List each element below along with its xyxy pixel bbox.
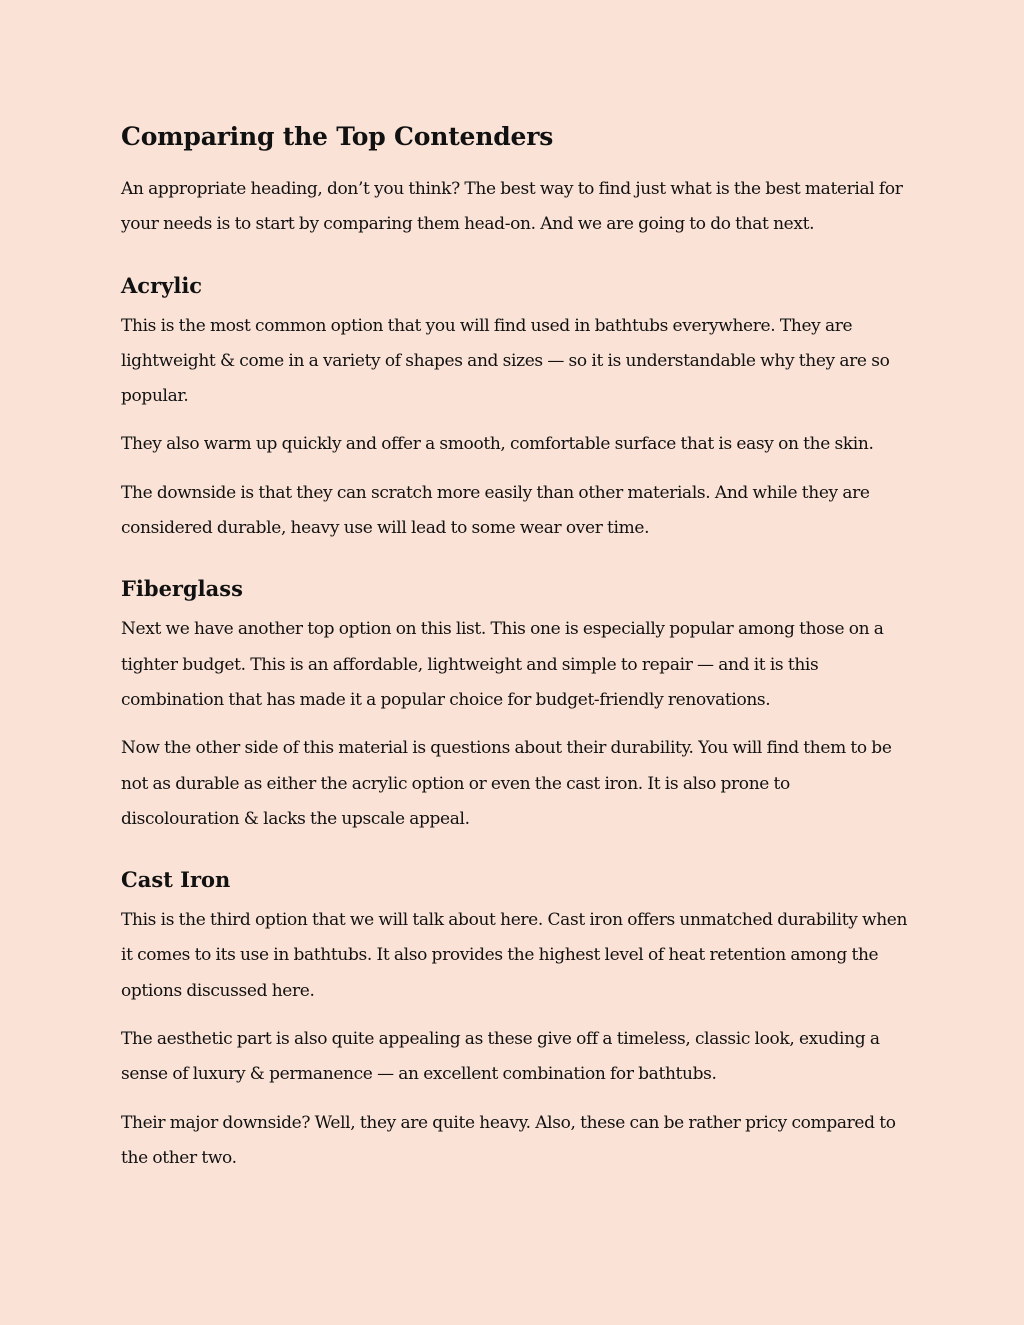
page-title: Comparing the Top Contenders bbox=[121, 122, 554, 151]
paragraph: This is the third option that we will talk about here. Cast iron offers unmatched durability when it comes to its use in bathtubs. It also provides the highest level of heat retention among the options discussed here. bbox=[121, 910, 908, 1001]
paragraph: The aesthetic part is also quite appealing as these give off a timeless, classic look, exuding a sense of luxury & permanence — an excellent combination for bathtubs. bbox=[121, 1029, 880, 1085]
section-fiberglass bbox=[121, 574, 908, 837]
section-acrylic bbox=[121, 271, 908, 547]
section-heading: Cast Iron bbox=[121, 867, 231, 893]
paragraph: Next we have another top option on this list. This one is especially popular among those on a tighter budget. This is an affordable, lightweight and simple to repair — and it is this combination that has made it a popular choice for budget-friendly renovations. bbox=[121, 619, 884, 710]
paragraph: This is the most common option that you will find used in bathtubs everywhere. They are lightweight & come in a variety of shapes and sizes — so it is understandable why they are so popular. bbox=[121, 315, 890, 407]
section-cast-iron bbox=[121, 865, 908, 1176]
section-heading: Fiberglass bbox=[121, 576, 243, 602]
paragraph: Now the other side of this material is questions about their durability. You will find them to be not as durable as either the acrylic option or even the cast iron. It is also prone to discolouration & lacks the upscale appeal. bbox=[121, 738, 892, 829]
section-heading: Acrylic bbox=[121, 272, 203, 298]
intro-paragraph: An appropriate heading, don’t you think? The best way to find just what is the best material for your needs is to start by comparing them head-on. And we are going to do that next. bbox=[121, 179, 903, 235]
paragraph: The downside is that they can scratch more easily than other materials. And while they are considered durable, heavy use will lead to some wear over time. bbox=[121, 482, 870, 539]
paragraph: Their major downside? Well, they are quite heavy. Also, these can be rather pricy compared to the other two. bbox=[121, 1112, 896, 1168]
paragraph: They also warm up quickly and offer a smooth, comfortable surface that is easy on the skin. bbox=[121, 434, 874, 455]
